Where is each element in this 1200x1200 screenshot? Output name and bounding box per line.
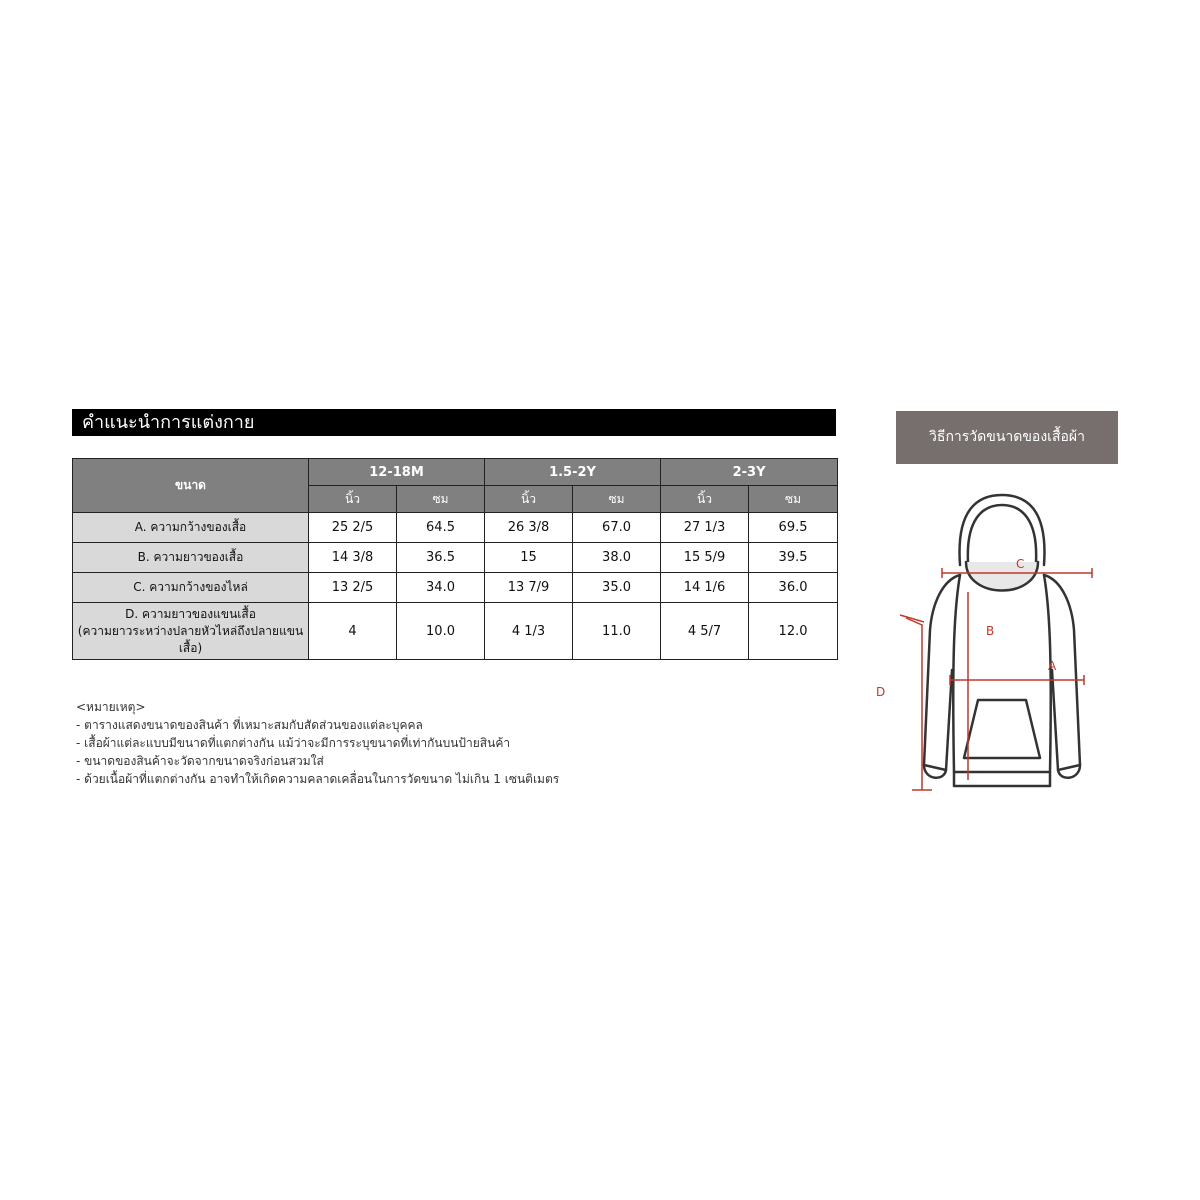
row-label: B. ความยาวของเสื้อ bbox=[73, 543, 309, 573]
table-cell: 36.5 bbox=[397, 543, 485, 573]
table-cell: 14 3/8 bbox=[309, 543, 397, 573]
table-cell: 10.0 bbox=[397, 603, 485, 660]
unit-header: นิ้ว bbox=[309, 486, 397, 513]
notes bbox=[76, 698, 559, 788]
measure-a-label: A bbox=[1048, 659, 1057, 673]
table-row bbox=[73, 603, 838, 660]
table-cell: 69.5 bbox=[749, 513, 838, 543]
table-cell: 4 bbox=[309, 603, 397, 660]
table-cell: 12.0 bbox=[749, 603, 838, 660]
table-row bbox=[73, 573, 838, 603]
table-cell: 4 5/7 bbox=[661, 603, 749, 660]
size-group-header: 1.5-2Y bbox=[485, 459, 661, 486]
measure-guide-header: วิธีการวัดขนาดของเสื้อผ้า bbox=[896, 411, 1118, 464]
table-cell: 38.0 bbox=[573, 543, 661, 573]
table-row bbox=[73, 543, 838, 573]
size-group-header: 12-18M bbox=[309, 459, 485, 486]
row-label bbox=[73, 603, 309, 660]
note-item: - ด้วยเนื้อผ้าที่แตกต่างกัน อาจทำให้เกิดความคลาดเคลื่อนในการวัดขนาด ไม่เกิน 1 เซนติเมตร bbox=[76, 772, 560, 786]
unit-header: ซม bbox=[749, 486, 838, 513]
note-item: - ขนาดของสินค้าจะวัดจากขนาดจริงก่อนสวมใส่ bbox=[76, 754, 324, 768]
table-cell: 11.0 bbox=[573, 603, 661, 660]
table-cell: 26 3/8 bbox=[485, 513, 573, 543]
table-cell: 35.0 bbox=[573, 573, 661, 603]
table-cell: 39.5 bbox=[749, 543, 838, 573]
table-cell: 15 5/9 bbox=[661, 543, 749, 573]
row-label-line: D. ความยาวของแขนเสื้อ bbox=[125, 606, 256, 621]
table-cell: 67.0 bbox=[573, 513, 661, 543]
notes-heading: <หมายเหตุ> bbox=[76, 700, 146, 714]
note-item: - ตารางแสดงขนาดของสินค้า ที่เหมาะสมกับสัดส่วนของแต่ละบุคคล bbox=[76, 718, 423, 732]
table-cell: 34.0 bbox=[397, 573, 485, 603]
unit-header: นิ้ว bbox=[485, 486, 573, 513]
row-label-line: (ความยาวระหว่างปลายหัวไหล่ถึงปลายแขน bbox=[77, 623, 304, 638]
guide-title: คำแนะนำการแต่งกาย bbox=[72, 409, 836, 436]
note-item: - เสื้อผ้าแต่ละแบบมีขนาดที่แตกต่างกัน แม้ว่าจะมีการระบุขนาดที่เท่ากันบนป้ายสินค้า bbox=[76, 736, 511, 750]
size-group-header: 2-3Y bbox=[661, 459, 838, 486]
unit-header: ซม bbox=[397, 486, 485, 513]
table-cell: 36.0 bbox=[749, 573, 838, 603]
unit-header: ซม bbox=[573, 486, 661, 513]
table-cell: 14 1/6 bbox=[661, 573, 749, 603]
table-row bbox=[73, 513, 838, 543]
measure-b-label: B bbox=[986, 624, 995, 638]
unit-header: นิ้ว bbox=[661, 486, 749, 513]
table-cell: 15 bbox=[485, 543, 573, 573]
measure-d-label: D bbox=[876, 685, 886, 699]
table-cell: 64.5 bbox=[397, 513, 485, 543]
row-label: A. ความกว้างของเสื้อ bbox=[73, 513, 309, 543]
hoodie-diagram bbox=[862, 480, 1142, 800]
row-label: C. ความกว้างของไหล่ bbox=[73, 573, 309, 603]
table-cell: 27 1/3 bbox=[661, 513, 749, 543]
table-cell: 25 2/5 bbox=[309, 513, 397, 543]
row-label-line: เสื้อ) bbox=[178, 640, 203, 655]
measure-d-line bbox=[906, 618, 922, 790]
table-cell: 13 2/5 bbox=[309, 573, 397, 603]
table-cell: 13 7/9 bbox=[485, 573, 573, 603]
measure-c-label: C bbox=[1016, 557, 1025, 571]
size-table bbox=[72, 458, 838, 660]
hoodie-outline bbox=[924, 495, 1080, 786]
size-header: ขนาด bbox=[73, 459, 309, 513]
table-cell: 4 1/3 bbox=[485, 603, 573, 660]
